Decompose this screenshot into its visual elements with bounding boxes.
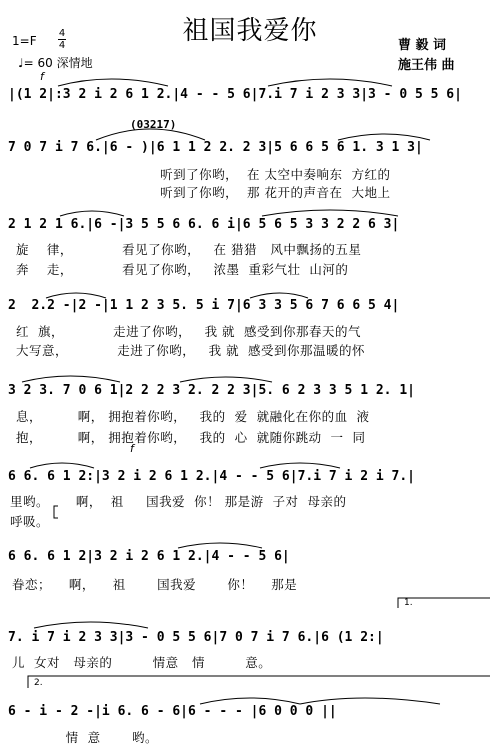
lyric-line: 息， 啊， 拥抱着你哟， 我的 爱 就融化在你的血 液: [16, 409, 370, 424]
lyric-line: 奔 走， 看见了你哟， 浓墨 重彩气壮 山河的: [16, 262, 349, 277]
composer-credit: 施王伟 曲: [398, 58, 455, 73]
meter-top: 4: [58, 28, 66, 39]
lyric-line: 红 旗， 走进了你哟， 我 就 感受到你那春天的气: [16, 324, 361, 339]
notation-line: 7. i 7 i 2 3 3|3 - 0 5 5 6|7 0 7 i 7 6.|6 (1 2:|: [8, 630, 384, 645]
meter-bottom: 4: [58, 40, 66, 51]
notation-line: 2 2.2 -|2 -|1 1 2 3 5. 5 i 7|6 3 3 5 6 7 6 6 5 4|: [8, 298, 400, 313]
lyric-line: 大写意， 走进了你哟， 我 就 感受到你那温暖的怀: [16, 343, 366, 358]
tempo-marking: ♩= 60 深情地: [18, 56, 93, 70]
second-ending-label: 2.: [34, 678, 43, 688]
lyric-line: 里哟。 啊， 祖 国我爱 你！ 那是游 子对 母亲的: [10, 494, 347, 509]
notation-line: |(1 2|:3 2 i 2 6 1 2.|4 - - 5 6|7.i 7 i 2 3 3|3 - 0 5 5 6|: [8, 87, 462, 102]
notation-line: 2 1 2 1 6.|6 -|3 5 5 6 6. 6 i|6 5 6 5 3 3 2 2 6 3|: [8, 217, 400, 232]
key-signature: 1=F: [12, 34, 37, 48]
dynamic-mark: f: [130, 442, 134, 455]
notation-line: 6 - i - 2 -|i 6. 6 - 6|6 - - - |6 0 0 0 ||: [8, 704, 337, 719]
lyric-line: 听到了你哟， 那 花开的声音在 大地上: [8, 185, 391, 200]
lyric-line: 儿 女对 母亲的 情意 情 意。: [12, 655, 272, 670]
lyric-line: 听到了你哟， 在 太空中奏响东 方红的: [8, 167, 391, 182]
pickup-phrase: (03217): [130, 118, 177, 131]
song-title: 祖国我爱你: [182, 16, 318, 46]
notation-line: 6 6. 6 1 2|3 2 i 2 6 1 2.|4 - - 5 6|: [8, 549, 290, 564]
dynamic-mark: f: [40, 70, 44, 83]
lyric-line: 眷恋； 啊， 祖 国我爱 你！ 那是: [12, 577, 298, 592]
notation-line: 3 2 3. 7 0 6 1|2 2 2 3 2. 2 2 3|5. 6 2 3 3 5 1 2. 1|: [8, 383, 415, 398]
lyricist-credit: 曹 毅 词: [398, 38, 447, 53]
first-ending-label: 1.: [404, 598, 413, 608]
lyric-line: 呼吸。: [10, 514, 50, 529]
notation-line: 6 6. 6 1 2:|3 2 i 2 6 1 2.|4 - - 5 6|7.i 7 i 2 i 7.|: [8, 469, 415, 484]
lyric-line: 旋 律， 看见了你哟， 在 猎猎 风中飘扬的五星: [16, 242, 362, 257]
notation-line: 7 0 7 i 7 6.|6 - )|6 1 1 2 2. 2 3|5 6 6 5 6 1. 3 1 3|: [8, 140, 423, 155]
lyric-line: 抱， 啊， 拥抱着你哟， 我的 心 就随你跳动 一 同: [16, 430, 366, 445]
lyric-line: 情 意 哟。: [12, 730, 158, 745]
